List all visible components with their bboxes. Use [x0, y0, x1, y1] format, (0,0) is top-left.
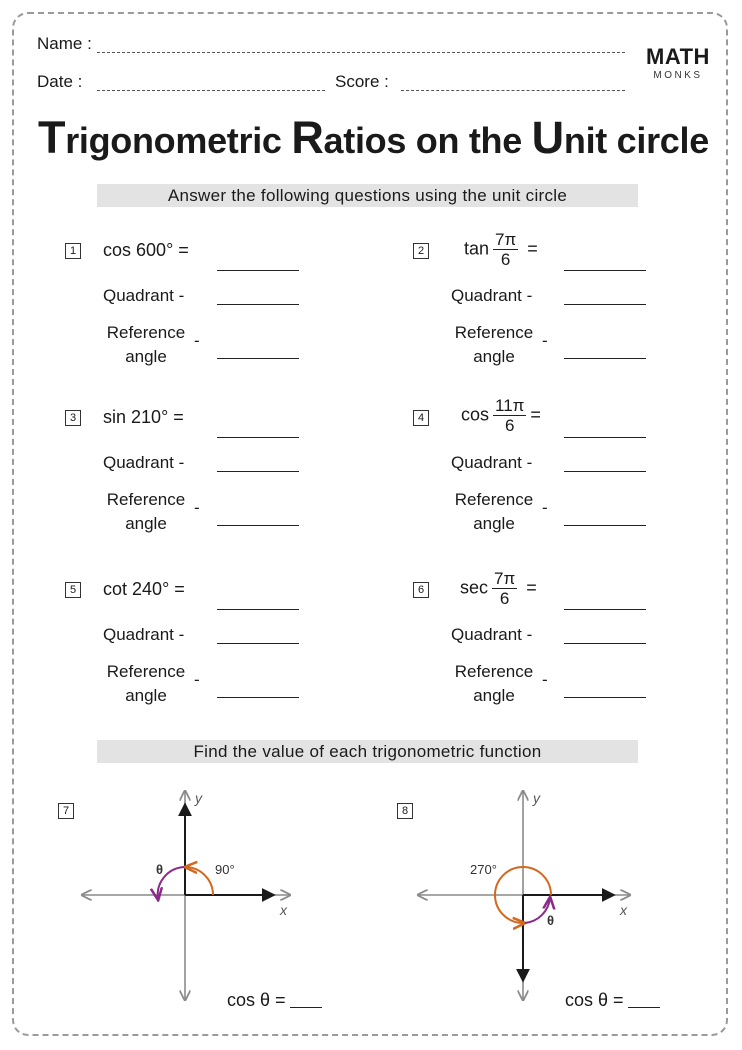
- question-5-expression: [103, 579, 185, 600]
- q3-answer-blank[interactable]: [217, 437, 299, 438]
- diagram-7: [70, 785, 300, 1005]
- q5-answer-blank[interactable]: [217, 609, 299, 610]
- q2-denominator: 6: [500, 250, 511, 269]
- q4-denominator: 6: [504, 416, 515, 435]
- q2-fraction: [493, 230, 518, 269]
- section2-instruction: Find the value of each trigonometric function: [97, 740, 638, 763]
- x-axis-label: x: [620, 902, 627, 918]
- reference-text: Reference: [454, 323, 534, 342]
- q1-reference-label: [103, 321, 189, 369]
- q3-angle: 210°: [131, 407, 169, 427]
- title-part-3: nit circle: [563, 120, 709, 161]
- q4-answer-blank[interactable]: [564, 437, 646, 438]
- q2-numerator: 7π: [495, 230, 517, 249]
- q3-quadrant-blank[interactable]: [217, 471, 299, 472]
- question-number: 3: [65, 410, 81, 426]
- title-part-2: atios on the: [323, 120, 532, 161]
- q5-reference-blank[interactable]: [217, 697, 299, 698]
- theta-label: θ: [156, 862, 164, 877]
- q8-answer-blank[interactable]: [628, 1007, 660, 1008]
- question-number: 7: [58, 803, 74, 819]
- q7-answer: [227, 990, 322, 1011]
- q4-quadrant-blank[interactable]: [564, 471, 646, 472]
- q4-reference-dash: -: [542, 498, 548, 517]
- question-number: 5: [65, 582, 81, 598]
- q3-reference-label: [103, 488, 189, 536]
- y-axis-label: y: [195, 790, 202, 806]
- date-label: Date :: [37, 72, 83, 91]
- q3-equals: =: [173, 407, 184, 427]
- given-angle-label: 90°: [215, 862, 235, 877]
- score-field[interactable]: [401, 90, 625, 91]
- q2-reference-blank[interactable]: [564, 358, 646, 359]
- name-label: Name :: [37, 34, 92, 53]
- q2-quadrant-label: Quadrant -: [451, 286, 533, 305]
- q1-reference-dash: -: [194, 331, 200, 350]
- q2-quadrant-blank[interactable]: [564, 304, 646, 305]
- q6-reference-blank[interactable]: [564, 697, 646, 698]
- title-part-1: rigonometric: [65, 120, 292, 161]
- angle-text: angle: [473, 347, 515, 366]
- q6-reference-dash: -: [542, 670, 548, 689]
- q4-equals: =: [530, 404, 541, 425]
- q5-equals: =: [174, 579, 185, 599]
- q1-equals: =: [178, 240, 189, 260]
- name-field[interactable]: [97, 52, 625, 53]
- reference-text: Reference: [454, 490, 534, 509]
- q2-reference-dash: -: [542, 331, 548, 350]
- reference-text: Reference: [106, 490, 186, 509]
- given-angle-label: 270°: [470, 862, 497, 877]
- q2-func: tan: [464, 238, 490, 259]
- question-3-expression: [103, 407, 184, 428]
- q6-quadrant-blank[interactable]: [564, 643, 646, 644]
- q5-reference-label: [103, 660, 189, 708]
- question-number: 4: [413, 410, 429, 426]
- x-axis-label: x: [280, 902, 287, 918]
- q7-answer-blank[interactable]: [290, 1007, 322, 1008]
- reference-text: Reference: [106, 662, 186, 681]
- q1-func: cos: [103, 240, 132, 260]
- q8-answer: [565, 990, 660, 1011]
- q2-equals: =: [527, 238, 538, 259]
- q5-quadrant-label: Quadrant -: [103, 625, 185, 644]
- question-1-expression: [103, 240, 189, 261]
- angle-text: angle: [125, 347, 167, 366]
- q5-reference-dash: -: [194, 670, 200, 689]
- q3-func: sin: [103, 407, 127, 427]
- q1-quadrant-label: Quadrant -: [103, 286, 185, 305]
- q6-equals: =: [526, 577, 537, 598]
- angle-text: angle: [473, 514, 515, 533]
- title-cap-u: U: [531, 112, 564, 163]
- q6-func: sec: [460, 577, 489, 598]
- question-number: 8: [397, 803, 413, 819]
- q4-quadrant-label: Quadrant -: [451, 453, 533, 472]
- page-title: [38, 112, 709, 164]
- angle-text: angle: [473, 686, 515, 705]
- angle-text: angle: [125, 514, 167, 533]
- q4-func: cos: [461, 404, 490, 425]
- q5-quadrant-blank[interactable]: [217, 643, 299, 644]
- angle-text: angle: [125, 686, 167, 705]
- q1-reference-blank[interactable]: [217, 358, 299, 359]
- q4-reference-blank[interactable]: [564, 525, 646, 526]
- logo: [640, 44, 716, 81]
- question-number: 2: [413, 243, 429, 259]
- q5-func: cot: [103, 579, 128, 599]
- diagram-8: [410, 785, 640, 1005]
- title-cap-t: T: [38, 112, 66, 163]
- q2-reference-label: [451, 321, 537, 369]
- question-number: 1: [65, 243, 81, 259]
- q4-numerator: 11π: [495, 396, 525, 415]
- q8-answer-label: cos θ =: [565, 990, 624, 1010]
- logo-main-text: MATH: [646, 44, 710, 69]
- score-label: Score :: [335, 72, 389, 91]
- question-number: 6: [413, 582, 429, 598]
- q2-answer-blank[interactable]: [564, 270, 646, 271]
- section1-instruction: Answer the following questions using the unit circle: [97, 184, 638, 207]
- q6-reference-label: [451, 660, 537, 708]
- q1-answer-blank[interactable]: [217, 270, 299, 271]
- reference-text: Reference: [454, 662, 534, 681]
- angle-arc-90: [186, 867, 213, 895]
- q1-quadrant-blank[interactable]: [217, 304, 299, 305]
- logo-sub-text: MONKS: [653, 70, 703, 81]
- q1-angle: 600°: [136, 240, 174, 260]
- date-field[interactable]: [97, 90, 325, 91]
- y-axis-label: y: [533, 790, 540, 806]
- theta-label: θ: [547, 913, 555, 928]
- q6-fraction: [492, 569, 517, 608]
- q7-answer-label: cos θ =: [227, 990, 286, 1010]
- q4-reference-label: [451, 488, 537, 536]
- q6-answer-blank[interactable]: [564, 609, 646, 610]
- q3-reference-blank[interactable]: [217, 525, 299, 526]
- q6-numerator: 7π: [494, 569, 516, 588]
- q6-denominator: 6: [499, 589, 510, 608]
- question-6-expression: [460, 569, 537, 608]
- reference-text: Reference: [106, 323, 186, 342]
- q3-quadrant-label: Quadrant -: [103, 453, 185, 472]
- q4-fraction: [493, 396, 526, 435]
- q3-reference-dash: -: [194, 498, 200, 517]
- title-cap-r: R: [291, 112, 324, 163]
- q5-angle: 240°: [132, 579, 170, 599]
- question-4-expression: [461, 396, 541, 435]
- question-2-expression: [464, 230, 538, 269]
- q6-quadrant-label: Quadrant -: [451, 625, 533, 644]
